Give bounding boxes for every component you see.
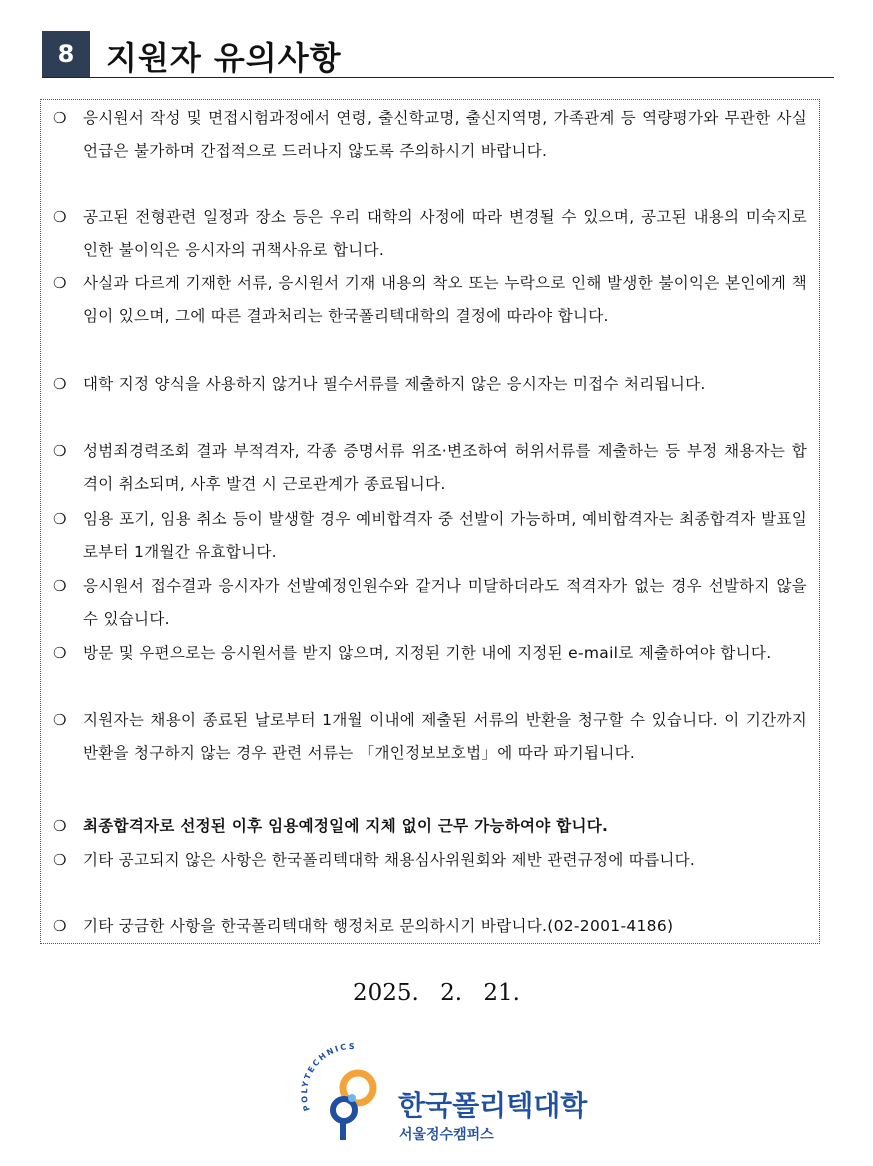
section-title: 지원자 유의사항 — [106, 39, 342, 77]
notice-text: 공고된 전형관련 일정과 장소 등은 우리 대학의 사정에 따라 변경될 수 있으며, 공고된 내용의 미숙지로 인한 불이익은 응시자의 귀책사유로 합니다. — [83, 208, 807, 259]
notice-box — [40, 99, 820, 944]
college-logo — [300, 1040, 600, 1160]
circle-bullet-icon: ❍ — [53, 917, 67, 935]
notice-item — [53, 637, 807, 670]
notice-text: 기타 공고되지 않은 사항은 한국폴리텍대학 채용심사위원회와 제반 관련규정에 따릅니다. — [83, 851, 696, 869]
circle-bullet-icon: ❍ — [53, 711, 67, 729]
notice-item — [53, 704, 807, 770]
notice-text: 방문 및 우편으로는 응시원서를 받지 않으며, 지정된 기한 내에 지정된 e-mail로 제출하여야 합니다. — [83, 644, 772, 662]
polytechnics-emblem-icon — [300, 1040, 400, 1150]
circle-bullet-icon: ❍ — [53, 851, 67, 869]
notice-item-emphasized — [53, 810, 807, 843]
svg-text:POLYTECHNICS: POLYTECHNICS — [300, 1042, 357, 1113]
notice-text: 지원자는 채용이 종료된 날로부터 1개월 이내에 제출된 서류의 반환을 청구할 수 있습니다. 이 기간까지 반환을 청구하지 않는 경우 관련 서류는 「개인정보보호법」에 따라 파기됩니다. — [83, 711, 807, 762]
announcement-date: 2025. 2. 21. — [353, 980, 520, 1006]
section-header — [42, 31, 834, 78]
notice-item — [53, 844, 807, 877]
circle-bullet-icon: ❍ — [53, 577, 67, 595]
notice-item — [53, 910, 807, 943]
notice-text: 응시원서 작성 및 면접시험과정에서 연령, 출신학교명, 출신지역명, 가족관계 등 역량평가와 무관한 사실 언급은 불가하며 간접적으로 드러나지 않도록 주의하시기 바랍니다. — [83, 109, 807, 160]
notice-text: 기타 궁금한 사항을 한국폴리텍대학 행정처로 문의하시기 바랍니다.(02-2001-4186) — [83, 917, 674, 935]
notice-text: 임용 포기, 임용 취소 등이 발생할 경우 예비합격자 중 선발이 가능하며, 예비합격자는 최종합격자 발표일로부터 1개월간 유효합니다. — [83, 510, 807, 561]
notice-item — [53, 503, 807, 569]
campus-name: 서울정수캠퍼스 — [399, 1127, 494, 1143]
circle-bullet-icon: ❍ — [53, 510, 67, 528]
notice-item — [53, 102, 807, 168]
notice-item — [53, 435, 807, 501]
section-number-badge: 8 — [42, 31, 90, 77]
notice-text: 응시원서 접수결과 응시자가 선발예정인원수와 같거나 미달하더라도 적격자가 없는 경우 선발하지 않을 수 있습니다. — [83, 577, 807, 628]
circle-bullet-icon: ❍ — [53, 274, 67, 292]
notice-text: 최종합격자로 선정된 이후 임용예정일에 지체 없이 근무 가능하여야 합니다. — [83, 817, 609, 835]
notice-text: 사실과 다르게 기재한 서류, 응시원서 기재 내용의 착오 또는 누락으로 인해 발생한 불이익은 본인에게 책임이 있으며, 그에 따른 결과처리는 한국폴리텍대학의 결정에 따라야 합니다. — [83, 274, 807, 325]
college-name: 한국폴리텍대학 — [398, 1089, 588, 1122]
circle-bullet-icon: ❍ — [53, 817, 67, 835]
circle-bullet-icon: ❍ — [53, 208, 67, 226]
notice-item — [53, 570, 807, 636]
notice-text: 대학 지정 양식을 사용하지 않거나 필수서류를 제출하지 않은 응시자는 미접수 처리됩니다. — [83, 375, 706, 393]
circle-bullet-icon: ❍ — [53, 442, 67, 460]
notice-item — [53, 368, 807, 401]
circle-bullet-icon: ❍ — [53, 644, 67, 662]
notice-text: 성범죄경력조회 결과 부적격자, 각종 증명서류 위조·변조하여 허위서류를 제출하는 등 부정 채용자는 합격이 취소되며, 사후 발견 시 근로관계가 종료됩니다. — [83, 442, 807, 493]
circle-bullet-icon: ❍ — [53, 109, 67, 127]
notice-item — [53, 267, 807, 333]
notice-item — [53, 201, 807, 267]
circle-bullet-icon: ❍ — [53, 375, 67, 393]
